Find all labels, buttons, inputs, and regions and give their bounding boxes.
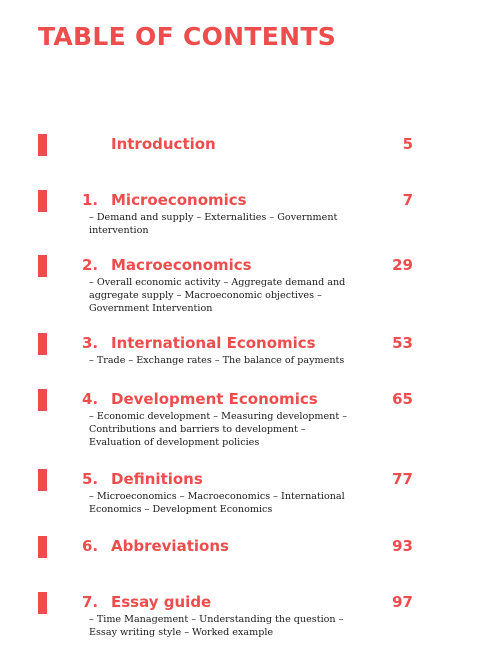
entry-page-number: 77 bbox=[392, 470, 413, 488]
entry-marker-bar bbox=[38, 389, 47, 411]
entry-number: 6. bbox=[82, 537, 99, 555]
entry-title: Introduction bbox=[111, 135, 216, 153]
entry-description: – Demand and supply – Externalities – Government intervention bbox=[89, 212, 338, 236]
entry-title: International Economics bbox=[111, 334, 316, 352]
entry-title: Macroeconomics bbox=[111, 256, 252, 274]
entry-heading bbox=[82, 469, 203, 489]
entry-heading bbox=[82, 255, 252, 275]
entry-heading bbox=[82, 592, 211, 612]
entry-title: Essay guide bbox=[111, 593, 212, 611]
entry-page-number: 5 bbox=[402, 135, 413, 153]
entry-page-number: 65 bbox=[392, 390, 413, 408]
entry-number: 7. bbox=[82, 593, 99, 611]
entry-number: 1. bbox=[82, 191, 99, 209]
entry-title: Microeconomics bbox=[111, 191, 247, 209]
entry-heading bbox=[82, 389, 318, 409]
entry-page-number: 7 bbox=[402, 191, 413, 209]
entry-number: 5. bbox=[82, 470, 99, 488]
entry-page-number: 53 bbox=[392, 334, 413, 352]
entry-marker-bar bbox=[38, 190, 47, 212]
entry-number: 4. bbox=[82, 390, 99, 408]
entry-description: – Trade – Exchange rates – The balance of payments bbox=[89, 355, 345, 366]
entry-heading bbox=[82, 536, 229, 556]
entry-marker-bar bbox=[38, 592, 47, 614]
entry-page-number: 97 bbox=[392, 593, 413, 611]
entry-description: – Time Management – Understanding the question – Essay writing style – Worked example bbox=[89, 614, 344, 638]
entry-number: 2. bbox=[82, 256, 99, 274]
entry-description: – Economic development – Measuring development – Contributions and barriers to development – Evaluation of development policies bbox=[89, 411, 348, 448]
entry-page-number: 93 bbox=[392, 537, 413, 555]
entry-title: Development Economics bbox=[111, 390, 318, 408]
entry-description: – Microeconomics – Macroeconomics – International Economics – Development Economics bbox=[89, 491, 345, 515]
entry-title: Definitions bbox=[111, 470, 203, 488]
entry-marker-bar bbox=[38, 134, 47, 156]
page-title: TABLE OF CONTENTS bbox=[38, 22, 336, 51]
entry-heading bbox=[82, 333, 316, 353]
entry-number: 3. bbox=[82, 334, 99, 352]
entry-heading bbox=[111, 134, 216, 154]
entry-title: Abbreviations bbox=[111, 537, 229, 555]
entry-description: – Overall economic activity – Aggregate demand and aggregate supply – Macroeconomic objectives – Government Intervention bbox=[89, 277, 346, 314]
entry-page-number: 29 bbox=[392, 256, 413, 274]
entry-marker-bar bbox=[38, 333, 47, 355]
entry-marker-bar bbox=[38, 469, 47, 491]
entry-heading bbox=[82, 190, 247, 210]
entry-marker-bar bbox=[38, 536, 47, 558]
entry-marker-bar bbox=[38, 255, 47, 277]
